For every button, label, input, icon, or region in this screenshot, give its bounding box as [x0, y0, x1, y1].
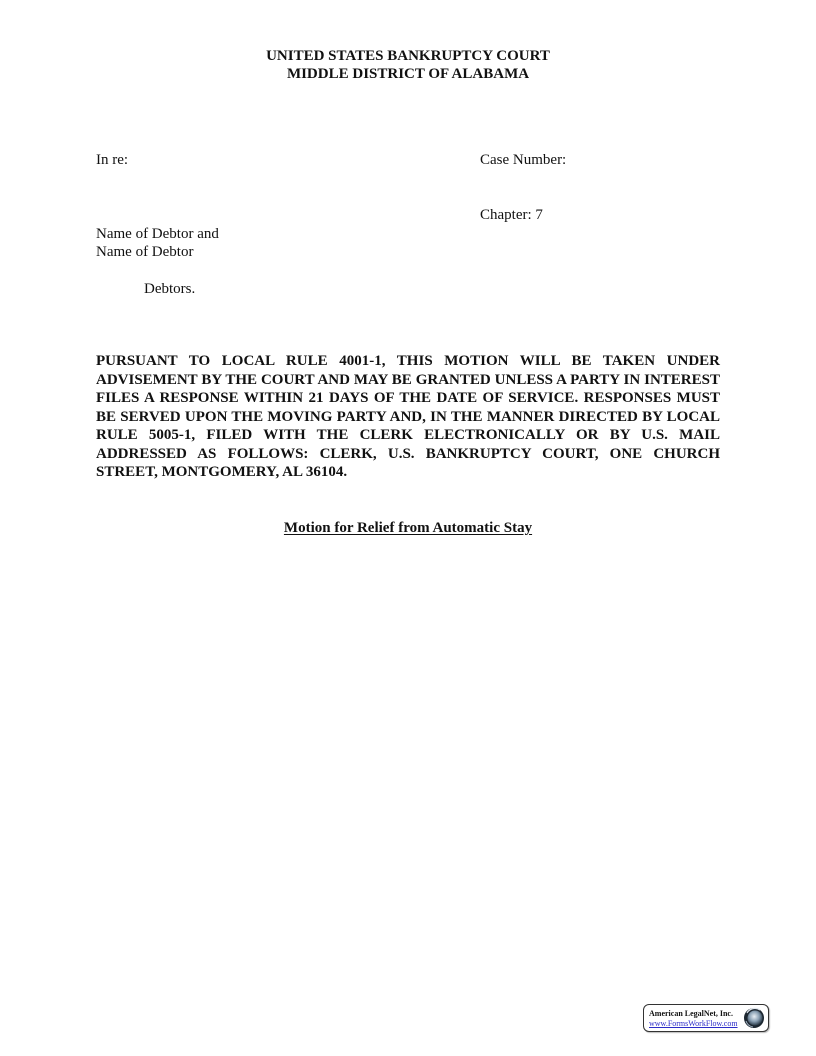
- court-name: UNITED STATES BANKRUPTCY COURT: [266, 48, 550, 64]
- court-district: MIDDLE DISTRICT OF ALABAMA: [286, 66, 530, 82]
- debtors-label: Debtors.: [144, 281, 196, 297]
- in-re-label: In re:: [96, 152, 129, 168]
- footer-logo-badge[interactable]: [643, 1004, 769, 1032]
- globe-logo-icon: [743, 1007, 765, 1029]
- local-rule-notice: PURSUANT TO LOCAL RULE 4001-1, THIS MOTION WILL BE TAKEN UNDER ADVISEMENT BY THE COURT AND MAY BE GRANTED UNLESS A PARTY IN INTEREST FILES A RESPONSE WITHIN 21 DAYS OF THE DATE OF SERVICE. RESPONSES MUST BE SERVED UPON THE MOVING PARTY AND, IN THE MANNER DIRECTED BY LOCAL RULE 5005-1, FILED WITH THE CLERK ELECTRONICALLY OR BY U.S. MAIL ADDRESSED AS FOLLOWS: CLERK, U.S. BANKRUPTCY COURT, ONE CHURCH STREET, MONTGOMERY, AL 36104.: [96, 353, 720, 480]
- motion-title: [0, 519, 816, 537]
- website-link[interactable]: www.FormsWorkFlow.com: [649, 1019, 738, 1028]
- debtor-name-line-1: Name of Debtor and: [96, 226, 219, 242]
- company-name: American LegalNet, Inc.: [649, 1009, 733, 1018]
- court-header: [0, 47, 816, 83]
- motion-title-text: Motion for Relief from Automatic Stay: [283, 520, 533, 536]
- case-number-label: Case Number:: [480, 152, 567, 168]
- debtor-name-line-2: Name of Debtor: [96, 244, 194, 260]
- chapter-label: Chapter: 7: [480, 207, 543, 223]
- debtor-names: [96, 225, 219, 261]
